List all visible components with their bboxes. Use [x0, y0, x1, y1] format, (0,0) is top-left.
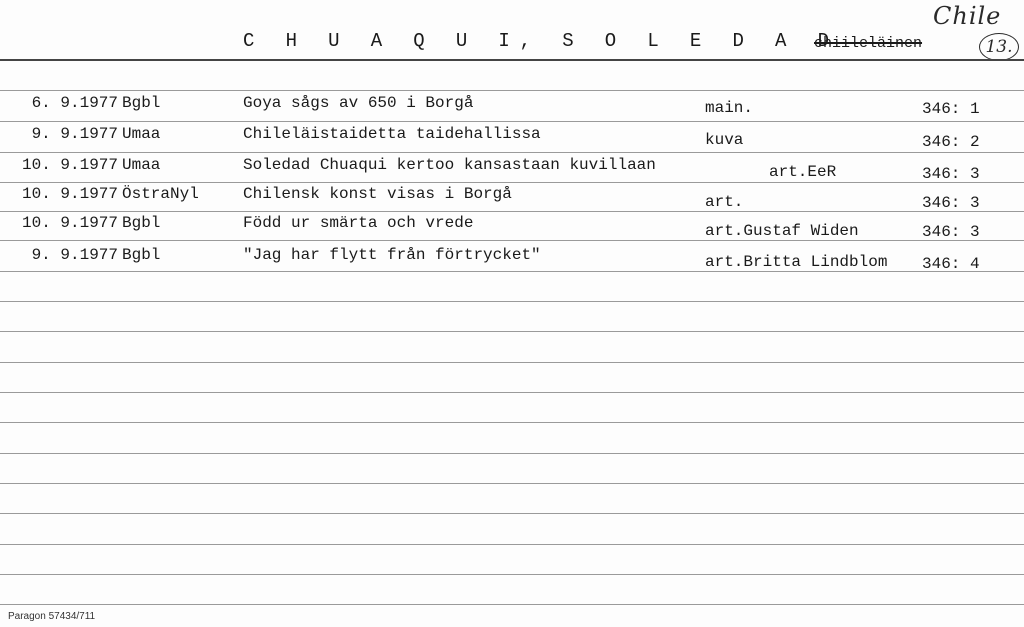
entry-row: [0, 156, 1024, 184]
entry-ref: 346: 4: [922, 255, 980, 273]
entry-ref: 346: 2: [922, 133, 980, 151]
ruled-line: [0, 422, 1024, 423]
entry-type: kuva: [705, 131, 744, 149]
ruled-line: [0, 453, 1024, 454]
ruled-line: [0, 301, 1024, 302]
entry-ref: 346: 3: [922, 165, 980, 183]
entry-source: Bgbl: [122, 214, 161, 232]
entry-ref: 346: 3: [922, 194, 980, 212]
card-footer: Paragon 57434/711: [8, 611, 96, 622]
entry-title: Soledad Chuaqui kertoo kansastaan kuvillaan: [243, 156, 656, 174]
header-rule: [0, 59, 1024, 61]
entry-date: 9. 9.1977: [31, 246, 118, 264]
entry-date: 9. 9.1977: [31, 125, 118, 143]
ruled-line: [0, 362, 1024, 363]
ruled-line: [0, 574, 1024, 575]
entry-date: 6. 9.1977: [31, 94, 118, 112]
entry-title: "Jag har flytt från förtrycket": [243, 246, 541, 264]
ruled-line: [0, 604, 1024, 605]
handwritten-number: 13.: [979, 33, 1019, 61]
entry-source: Umaa: [122, 156, 161, 174]
card-heading: C H U A Q U I, S O L E D A D: [243, 30, 839, 52]
entry-type: art.: [705, 193, 744, 211]
entry-date: 10. 9.1977: [21, 214, 118, 232]
entry-type: main.: [705, 99, 754, 117]
entry-ref: 346: 1: [922, 100, 980, 118]
entry-source: Umaa: [122, 125, 161, 143]
entry-title: Chileläistaidetta taidehallissa: [243, 125, 541, 143]
handwritten-note: Chile: [933, 2, 1002, 30]
ruled-line: [0, 331, 1024, 332]
entry-row: [0, 214, 1024, 242]
ruled-line: [0, 392, 1024, 393]
entry-date: 10. 9.1977: [21, 185, 118, 203]
entry-source: Bgbl: [122, 246, 161, 264]
entry-type: art.Britta Lindblom: [705, 253, 888, 271]
struck-category-label: chiileläinen: [814, 35, 923, 52]
entry-title: Född ur smärta och vrede: [243, 214, 474, 232]
entry-row: [0, 125, 1024, 153]
entry-source: ÖstraNyl: [122, 185, 199, 203]
ruled-line: [0, 544, 1024, 545]
entry-ref: 346: 3: [922, 223, 980, 241]
ruled-line: [0, 513, 1024, 514]
entry-type: art.EeR: [769, 163, 837, 181]
entry-row: [0, 185, 1024, 213]
ruled-line: [0, 483, 1024, 484]
entry-title: Chilensk konst visas i Borgå: [243, 185, 512, 203]
entry-row: [0, 94, 1024, 122]
entry-type: art.Gustaf Widen: [705, 222, 859, 240]
entry-title: Goya sågs av 650 i Borgå: [243, 94, 474, 112]
ruled-line: [0, 90, 1024, 91]
entry-date: 10. 9.1977: [21, 156, 118, 174]
entry-source: Bgbl: [122, 94, 161, 112]
entry-row: [0, 246, 1024, 274]
